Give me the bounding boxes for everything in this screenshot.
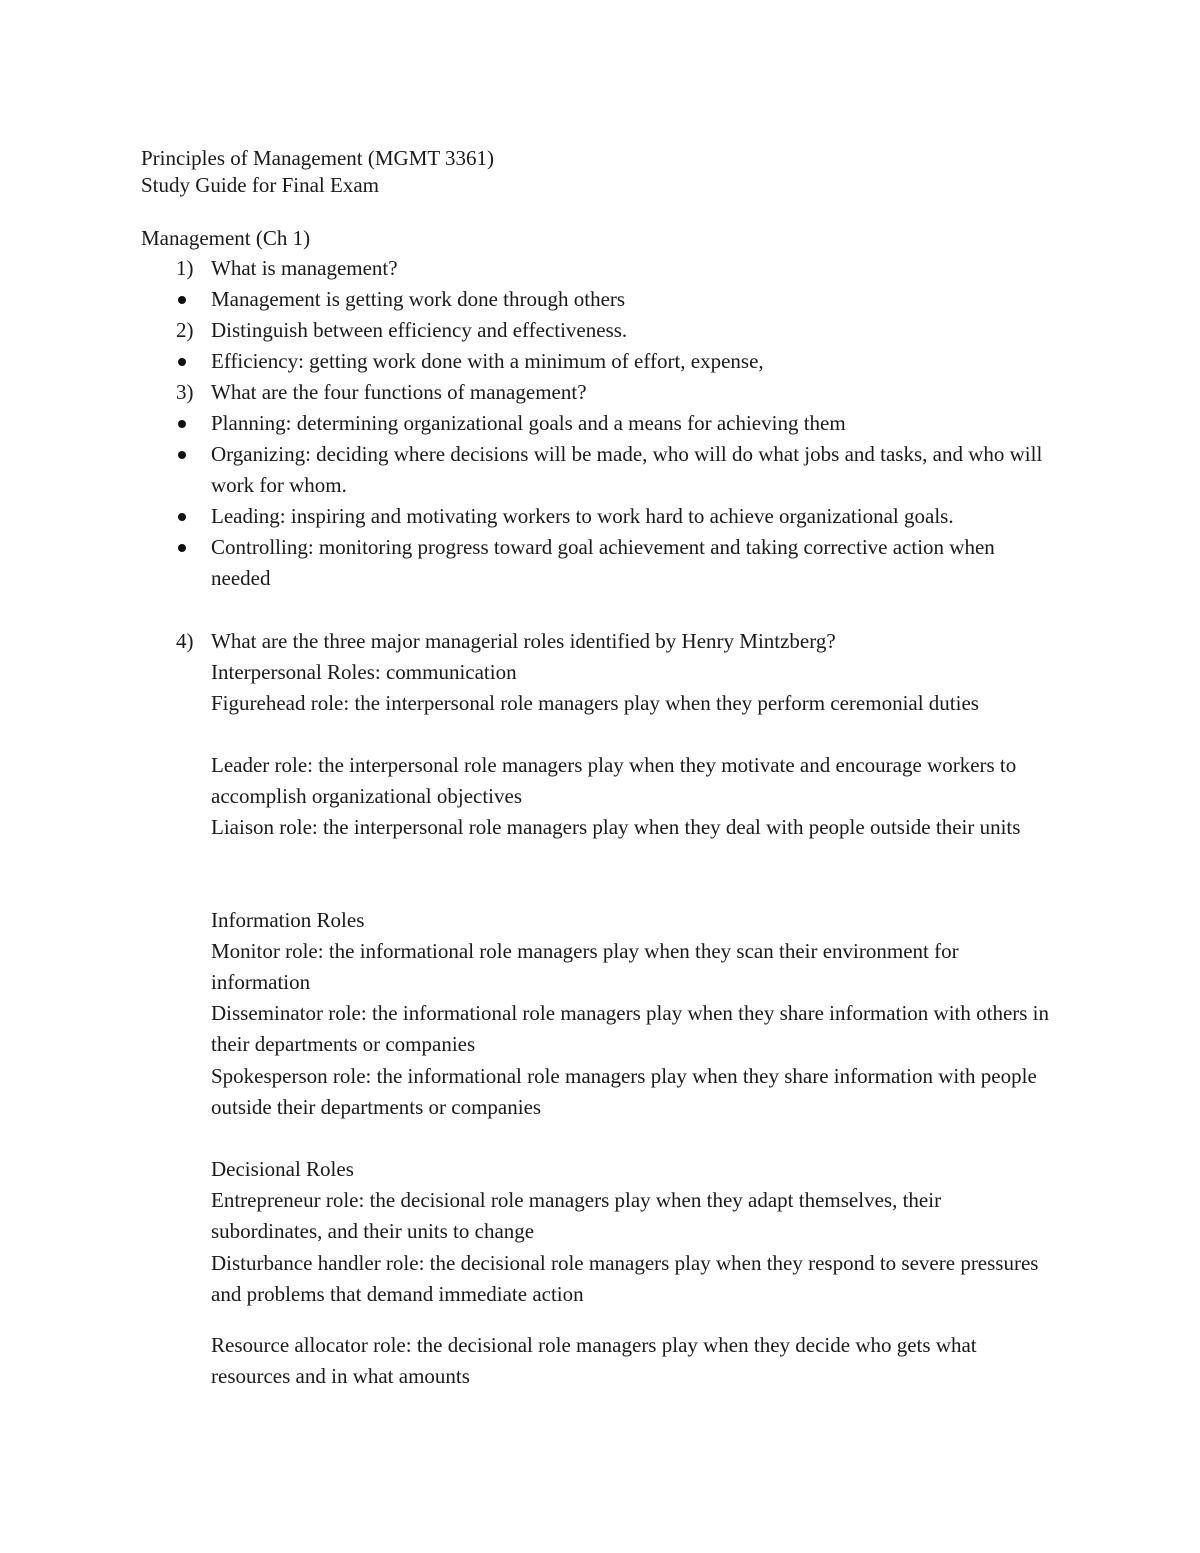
- list-item-text: Controlling: monitoring progress toward goal achievement and taking corrective action when needed: [211, 535, 995, 590]
- information-roles-heading: Information Roles: [211, 908, 365, 932]
- interpersonal-roles-heading: Interpersonal Roles: communication: [211, 660, 517, 684]
- list-item-bullet: [176, 408, 1056, 439]
- list-item-text: Organizing: deciding where decisions will be made, who will do what jobs and tasks, and who will work for whom.: [211, 442, 1043, 497]
- document-title: Principles of Management (MGMT 3361): [141, 146, 495, 170]
- spokesperson-role: Spokesperson role: the informational role managers play when they share information with people outside their departments or companies: [211, 1064, 1037, 1119]
- bullet-icon: [178, 451, 186, 459]
- bullet-icon: [178, 544, 186, 552]
- list-item-bullet: [176, 346, 1056, 377]
- list-item-bullet: [176, 532, 1056, 594]
- list-number: 3): [176, 380, 194, 404]
- list-item-question-3: [176, 377, 1056, 408]
- list-item-question-4: [176, 626, 1056, 657]
- list-item-text: Distinguish between efficiency and effectiveness.: [211, 318, 628, 342]
- bullet-icon: [178, 296, 186, 304]
- list-item-text: What are the four functions of management?: [211, 380, 587, 404]
- list-item-bullet: [176, 439, 1056, 501]
- list-item-text: Management is getting work done through others: [211, 287, 626, 311]
- resource-allocator-role: Resource allocator role: the decisional role managers play when they decide who gets what resources and in what amounts: [211, 1333, 977, 1388]
- bullet-icon: [178, 358, 186, 366]
- list-item-bullet: [176, 501, 1056, 532]
- disseminator-role: Disseminator role: the informational role managers play when they share information with others in their departments or companies: [211, 1001, 1050, 1056]
- section-heading: Management (Ch 1): [141, 226, 311, 250]
- list-item-text: Efficiency: getting work done with a minimum of effort, expense,: [211, 349, 764, 373]
- disturbance-handler-role: Disturbance handler role: the decisional role managers play when they respond to severe pressures and problems that demand immediate action: [211, 1251, 1039, 1306]
- list-item-question-1: [176, 253, 1056, 284]
- monitor-role: Monitor role: the informational role managers play when they scan their environment for information: [211, 939, 959, 994]
- list-item-bullet: [176, 284, 1056, 315]
- bullet-icon: [178, 513, 186, 521]
- bullet-icon: [178, 420, 186, 428]
- figurehead-role: Figurehead role: the interpersonal role managers play when they perform ceremonial duties: [211, 691, 979, 715]
- list-number: 4): [176, 629, 194, 653]
- decisional-roles-heading: Decisional Roles: [211, 1157, 354, 1181]
- list-item-text: What is management?: [211, 256, 398, 280]
- document-subtitle: Study Guide for Final Exam: [141, 173, 379, 197]
- list-item-text: What are the three major managerial roles identified by Henry Mintzberg?: [211, 629, 836, 653]
- list-number: 1): [176, 256, 194, 280]
- list-item-text: Planning: determining organizational goals and a means for achieving them: [211, 411, 846, 435]
- list-item-question-2: [176, 315, 1056, 346]
- entrepreneur-role: Entrepreneur role: the decisional role managers play when they adapt themselves, their subordinates, and their units to change: [211, 1188, 942, 1243]
- list-number: 2): [176, 318, 194, 342]
- list-item-text: Leading: inspiring and motivating workers to work hard to achieve organizational goals.: [211, 504, 954, 528]
- liaison-role: Liaison role: the interpersonal role managers play when they deal with people outside their units: [211, 815, 1021, 839]
- leader-role: Leader role: the interpersonal role managers play when they motivate and encourage workers to accomplish organizational objectives: [211, 753, 1017, 808]
